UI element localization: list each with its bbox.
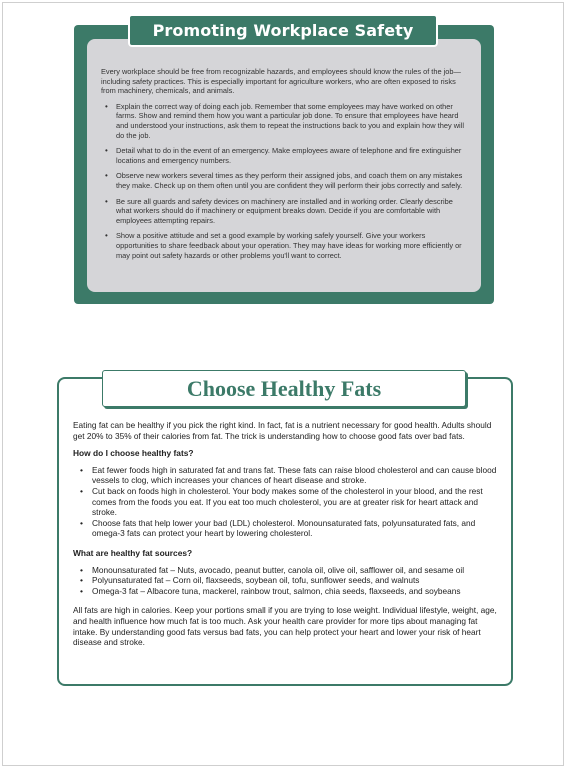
fats-question-choose: How do I choose healthy fats? <box>73 448 194 459</box>
safety-item-guards: • Be sure all guards and safety devices on machinery are installed and in working order. Clearly describe what workers should do if machinery or equipment breaks down. Decide if you are comfortable with employees attempting repairs. <box>101 197 467 226</box>
workplace-safety-panel <box>74 25 494 304</box>
safety-intro: Every workplace should be free from recognizable hazards, and employees should know the rules of the job—including safety practices. This is especially important for agriculture workers, who are often exposed to risks from machinery, chemicals, and animals. <box>101 67 461 96</box>
safety-item-emergency: • Detail what to do in the event of an emergency. Make employees aware of telephone and fire extinguisher locations and emergency numbers. <box>101 146 467 165</box>
safety-list <box>101 102 467 260</box>
healthy-fats-content <box>73 420 501 655</box>
fats-source-polyunsaturated: • Polyunsaturated fat – Corn oil, flaxseeds, soybean oil, tofu, sunflower seeds, and walnuts <box>73 575 501 586</box>
fats-choose-item-saturated: • Eat fewer foods high in saturated fat and trans fat. These fats can raise blood cholesterol and can cause blood vessels to clog, which increases your chances of heart disease and stroke. <box>73 465 501 486</box>
fats-choose-list <box>73 465 501 539</box>
fats-source-monounsaturated: • Monounsaturated fat – Nuts, avocado, peanut butter, canola oil, olive oil, safflower oil, and sesame oil <box>73 565 501 576</box>
fats-choose-item-ldl: • Choose fats that help lower your bad (LDL) cholesterol. Monounsaturated fats, polyunsaturated fats, and omega-3 fats can protect your heart by lowering cholesterol. <box>73 518 501 539</box>
workplace-safety-content <box>87 39 481 292</box>
safety-item-observe: • Observe new workers several times as they perform their assigned jobs, and coach them on any mistakes they make. Check up on them often until you are confident they will perform their jobs correctly and safely. <box>101 171 467 190</box>
fats-intro: Eating fat can be healthy if you pick the right kind. In fact, fat is a nutrient necessary for good health. Adults should get 20% to 35% of their calories from fat. The trick is understanding how to choose good fats over bad fats. <box>73 420 492 441</box>
fats-closing: All fats are high in calories. Keep your portions small if you are trying to lose weight. Individual lifestyle, weight, age, and health influence how much fat is too much. Ask your health care provider for more tips about managing fat intake. By understanding good fats versus bad fats, you can help protect your heart and lower your risk of heart disease and stroke. <box>73 605 497 648</box>
fats-source-omega3: • Omega-3 fat – Albacore tuna, mackerel, rainbow trout, salmon, chia seeds, flaxseeds, and soybeans <box>73 586 501 597</box>
fats-question-sources: What are healthy fat sources? <box>73 547 193 558</box>
fats-sources-list <box>73 565 501 597</box>
safety-item-explain: • Explain the correct way of doing each job. Remember that some employees may have worked on other farms. Show and remind them how you want a particular job done. To ensure that employees have heard and understood your instructions, ask them to repeat the instructions back to you and explain how they will do the job. <box>101 102 467 140</box>
fats-choose-item-cholesterol: • Cut back on foods high in cholesterol. Your body makes some of the cholesterol in your blood, and the rest comes from the foods you eat. If you eat too much cholesterol, you are at greater risk for heart attack and stroke. <box>73 486 501 518</box>
workplace-safety-title: Promoting Workplace Safety <box>128 14 438 47</box>
healthy-fats-title: Choose Healthy Fats <box>102 370 466 407</box>
safety-item-attitude: • Show a positive attitude and set a good example by working safely yourself. Give your workers opportunities to share feedback about your operation. They may have ideas for working more efficiently or may point out safety hazards or other problems you'll want to correct. <box>101 231 467 260</box>
